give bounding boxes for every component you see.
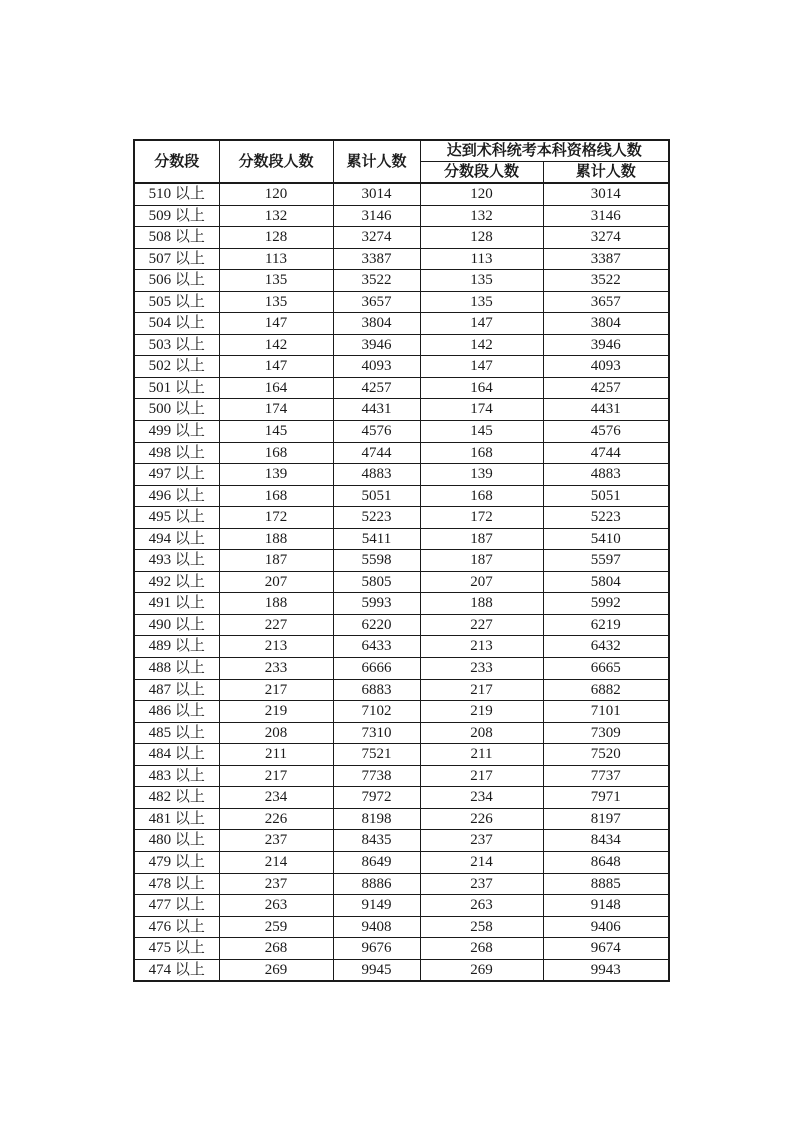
table-row — [134, 485, 669, 507]
table-row — [134, 938, 669, 960]
cell-qualified-cumulative: 8434 — [543, 830, 669, 852]
table-row — [134, 421, 669, 443]
cell-band-count: 226 — [219, 808, 333, 830]
cell-qualified-cumulative: 9148 — [543, 895, 669, 917]
table-row — [134, 248, 669, 270]
cell-qualified-band-count: 211 — [420, 744, 543, 766]
cell-score-band: 482 以上 — [134, 787, 219, 809]
table-row — [134, 593, 669, 615]
cell-qualified-cumulative: 5597 — [543, 550, 669, 572]
table-row — [134, 377, 669, 399]
cell-score-band: 484 以上 — [134, 744, 219, 766]
cell-cumulative: 5411 — [333, 528, 420, 550]
table-row — [134, 183, 669, 205]
cell-band-count: 208 — [219, 722, 333, 744]
cell-qualified-cumulative: 7737 — [543, 765, 669, 787]
cell-qualified-cumulative: 3387 — [543, 248, 669, 270]
cell-band-count: 233 — [219, 658, 333, 680]
cell-cumulative: 6220 — [333, 614, 420, 636]
cell-band-count: 234 — [219, 787, 333, 809]
cell-score-band: 494 以上 — [134, 528, 219, 550]
table-row — [134, 313, 669, 335]
cell-qualified-cumulative: 6219 — [543, 614, 669, 636]
table-row — [134, 873, 669, 895]
cell-cumulative: 8649 — [333, 851, 420, 873]
header-qualified-group: 达到术科统考本科资格线人数 — [420, 140, 669, 162]
cell-score-band: 500 以上 — [134, 399, 219, 421]
cell-cumulative: 8886 — [333, 873, 420, 895]
cell-qualified-cumulative: 3657 — [543, 291, 669, 313]
cell-cumulative: 4431 — [333, 399, 420, 421]
cell-qualified-band-count: 142 — [420, 334, 543, 356]
table-row — [134, 227, 669, 249]
table-row — [134, 959, 669, 981]
cell-band-count: 219 — [219, 701, 333, 723]
table-row — [134, 550, 669, 572]
score-table-body — [134, 183, 669, 981]
cell-cumulative: 5805 — [333, 571, 420, 593]
cell-qualified-band-count: 227 — [420, 614, 543, 636]
header-row-1 — [134, 140, 669, 162]
cell-qualified-cumulative: 5992 — [543, 593, 669, 615]
cell-score-band: 490 以上 — [134, 614, 219, 636]
cell-band-count: 263 — [219, 895, 333, 917]
table-row — [134, 895, 669, 917]
cell-qualified-cumulative: 7520 — [543, 744, 669, 766]
header-cumulative: 累计人数 — [333, 140, 420, 183]
cell-qualified-cumulative: 4257 — [543, 377, 669, 399]
header-score-band: 分数段 — [134, 140, 219, 183]
table-row — [134, 571, 669, 593]
cell-qualified-cumulative: 5804 — [543, 571, 669, 593]
cell-qualified-cumulative: 3804 — [543, 313, 669, 335]
cell-qualified-band-count: 135 — [420, 270, 543, 292]
cell-qualified-cumulative: 9943 — [543, 959, 669, 981]
cell-qualified-band-count: 207 — [420, 571, 543, 593]
cell-qualified-band-count: 187 — [420, 528, 543, 550]
cell-qualified-cumulative: 9406 — [543, 916, 669, 938]
cell-qualified-cumulative: 3946 — [543, 334, 669, 356]
header-qualified-band-count: 分数段人数 — [420, 162, 543, 184]
table-row — [134, 356, 669, 378]
cell-cumulative: 9676 — [333, 938, 420, 960]
cell-cumulative: 5223 — [333, 507, 420, 529]
cell-qualified-band-count: 164 — [420, 377, 543, 399]
cell-qualified-band-count: 135 — [420, 291, 543, 313]
cell-qualified-band-count: 128 — [420, 227, 543, 249]
cell-band-count: 217 — [219, 679, 333, 701]
cell-cumulative: 7102 — [333, 701, 420, 723]
cell-cumulative: 7972 — [333, 787, 420, 809]
cell-band-count: 237 — [219, 873, 333, 895]
table-row — [134, 464, 669, 486]
cell-qualified-band-count: 208 — [420, 722, 543, 744]
cell-band-count: 135 — [219, 270, 333, 292]
cell-qualified-cumulative: 5051 — [543, 485, 669, 507]
cell-cumulative: 5993 — [333, 593, 420, 615]
cell-band-count: 227 — [219, 614, 333, 636]
cell-qualified-band-count: 219 — [420, 701, 543, 723]
cell-cumulative: 3657 — [333, 291, 420, 313]
cell-qualified-cumulative: 8197 — [543, 808, 669, 830]
cell-cumulative: 3946 — [333, 334, 420, 356]
cell-score-band: 483 以上 — [134, 765, 219, 787]
cell-band-count: 164 — [219, 377, 333, 399]
cell-score-band: 487 以上 — [134, 679, 219, 701]
cell-band-count: 113 — [219, 248, 333, 270]
cell-cumulative: 3014 — [333, 183, 420, 205]
table-row — [134, 808, 669, 830]
cell-cumulative: 3522 — [333, 270, 420, 292]
cell-cumulative: 9149 — [333, 895, 420, 917]
cell-qualified-cumulative: 9674 — [543, 938, 669, 960]
cell-cumulative: 3274 — [333, 227, 420, 249]
table-row — [134, 701, 669, 723]
cell-cumulative: 3146 — [333, 205, 420, 227]
table-row — [134, 658, 669, 680]
cell-score-band: 508 以上 — [134, 227, 219, 249]
cell-score-band: 478 以上 — [134, 873, 219, 895]
cell-qualified-cumulative: 4093 — [543, 356, 669, 378]
cell-qualified-cumulative: 5410 — [543, 528, 669, 550]
cell-score-band: 502 以上 — [134, 356, 219, 378]
cell-score-band: 481 以上 — [134, 808, 219, 830]
cell-band-count: 214 — [219, 851, 333, 873]
table-row — [134, 528, 669, 550]
cell-qualified-band-count: 233 — [420, 658, 543, 680]
cell-band-count: 237 — [219, 830, 333, 852]
cell-score-band: 498 以上 — [134, 442, 219, 464]
cell-qualified-cumulative: 4744 — [543, 442, 669, 464]
cell-qualified-cumulative: 7101 — [543, 701, 669, 723]
header-band-count: 分数段人数 — [219, 140, 333, 183]
cell-cumulative: 4576 — [333, 421, 420, 443]
table-row — [134, 334, 669, 356]
cell-score-band: 510 以上 — [134, 183, 219, 205]
cell-cumulative: 4883 — [333, 464, 420, 486]
cell-cumulative: 3387 — [333, 248, 420, 270]
cell-score-band: 497 以上 — [134, 464, 219, 486]
cell-qualified-band-count: 172 — [420, 507, 543, 529]
table-row — [134, 744, 669, 766]
cell-band-count: 268 — [219, 938, 333, 960]
cell-cumulative: 6433 — [333, 636, 420, 658]
cell-score-band: 477 以上 — [134, 895, 219, 917]
cell-score-band: 480 以上 — [134, 830, 219, 852]
cell-qualified-cumulative: 7309 — [543, 722, 669, 744]
cell-cumulative: 7521 — [333, 744, 420, 766]
cell-score-band: 479 以上 — [134, 851, 219, 873]
cell-qualified-band-count: 113 — [420, 248, 543, 270]
cell-band-count: 174 — [219, 399, 333, 421]
cell-qualified-cumulative: 3522 — [543, 270, 669, 292]
cell-score-band: 489 以上 — [134, 636, 219, 658]
cell-cumulative: 6666 — [333, 658, 420, 680]
cell-qualified-cumulative: 4576 — [543, 421, 669, 443]
cell-qualified-band-count: 147 — [420, 356, 543, 378]
table-row — [134, 399, 669, 421]
table-row — [134, 916, 669, 938]
table-header — [134, 140, 669, 183]
cell-band-count: 142 — [219, 334, 333, 356]
cell-qualified-band-count: 258 — [420, 916, 543, 938]
cell-qualified-cumulative: 7971 — [543, 787, 669, 809]
cell-score-band: 509 以上 — [134, 205, 219, 227]
table-row — [134, 830, 669, 852]
cell-band-count: 120 — [219, 183, 333, 205]
cell-qualified-band-count: 168 — [420, 442, 543, 464]
cell-score-band: 505 以上 — [134, 291, 219, 313]
cell-score-band: 486 以上 — [134, 701, 219, 723]
table-row — [134, 851, 669, 873]
cell-band-count: 147 — [219, 313, 333, 335]
cell-score-band: 474 以上 — [134, 959, 219, 981]
cell-qualified-band-count: 226 — [420, 808, 543, 830]
cell-cumulative: 8198 — [333, 808, 420, 830]
cell-score-band: 504 以上 — [134, 313, 219, 335]
cell-qualified-cumulative: 4883 — [543, 464, 669, 486]
cell-cumulative: 4093 — [333, 356, 420, 378]
cell-qualified-band-count: 268 — [420, 938, 543, 960]
table-row — [134, 636, 669, 658]
cell-score-band: 485 以上 — [134, 722, 219, 744]
cell-qualified-cumulative: 8885 — [543, 873, 669, 895]
cell-band-count: 217 — [219, 765, 333, 787]
cell-score-band: 507 以上 — [134, 248, 219, 270]
cell-band-count: 172 — [219, 507, 333, 529]
cell-qualified-band-count: 188 — [420, 593, 543, 615]
cell-qualified-band-count: 237 — [420, 873, 543, 895]
cell-qualified-band-count: 168 — [420, 485, 543, 507]
cell-score-band: 496 以上 — [134, 485, 219, 507]
table-row — [134, 507, 669, 529]
cell-score-band: 503 以上 — [134, 334, 219, 356]
table-row — [134, 270, 669, 292]
table-row — [134, 291, 669, 313]
cell-cumulative: 8435 — [333, 830, 420, 852]
cell-score-band: 476 以上 — [134, 916, 219, 938]
table-row — [134, 442, 669, 464]
table-row — [134, 722, 669, 744]
cell-qualified-band-count: 120 — [420, 183, 543, 205]
cell-qualified-cumulative: 8648 — [543, 851, 669, 873]
cell-qualified-band-count: 174 — [420, 399, 543, 421]
cell-band-count: 168 — [219, 442, 333, 464]
cell-cumulative: 3804 — [333, 313, 420, 335]
cell-score-band: 493 以上 — [134, 550, 219, 572]
cell-band-count: 187 — [219, 550, 333, 572]
cell-qualified-band-count: 213 — [420, 636, 543, 658]
cell-score-band: 475 以上 — [134, 938, 219, 960]
cell-qualified-band-count: 139 — [420, 464, 543, 486]
cell-band-count: 259 — [219, 916, 333, 938]
cell-cumulative: 5051 — [333, 485, 420, 507]
cell-band-count: 188 — [219, 593, 333, 615]
table-row — [134, 614, 669, 636]
cell-band-count: 269 — [219, 959, 333, 981]
cell-qualified-cumulative: 6665 — [543, 658, 669, 680]
cell-band-count: 188 — [219, 528, 333, 550]
cell-band-count: 145 — [219, 421, 333, 443]
cell-qualified-band-count: 147 — [420, 313, 543, 335]
cell-cumulative: 5598 — [333, 550, 420, 572]
cell-qualified-band-count: 217 — [420, 765, 543, 787]
cell-cumulative: 9945 — [333, 959, 420, 981]
cell-cumulative: 4257 — [333, 377, 420, 399]
cell-qualified-band-count: 145 — [420, 421, 543, 443]
score-distribution-table — [133, 139, 670, 982]
table-row — [134, 205, 669, 227]
cell-cumulative: 7738 — [333, 765, 420, 787]
header-qualified-cumulative: 累计人数 — [543, 162, 669, 184]
cell-cumulative: 7310 — [333, 722, 420, 744]
cell-score-band: 492 以上 — [134, 571, 219, 593]
cell-band-count: 168 — [219, 485, 333, 507]
cell-score-band: 501 以上 — [134, 377, 219, 399]
cell-qualified-band-count: 187 — [420, 550, 543, 572]
cell-band-count: 207 — [219, 571, 333, 593]
cell-score-band: 495 以上 — [134, 507, 219, 529]
cell-qualified-cumulative: 6882 — [543, 679, 669, 701]
cell-score-band: 488 以上 — [134, 658, 219, 680]
cell-qualified-cumulative: 4431 — [543, 399, 669, 421]
cell-qualified-band-count: 263 — [420, 895, 543, 917]
cell-qualified-cumulative: 3014 — [543, 183, 669, 205]
cell-qualified-cumulative: 3274 — [543, 227, 669, 249]
cell-qualified-cumulative: 5223 — [543, 507, 669, 529]
cell-score-band: 491 以上 — [134, 593, 219, 615]
cell-qualified-band-count: 269 — [420, 959, 543, 981]
cell-qualified-band-count: 214 — [420, 851, 543, 873]
cell-score-band: 499 以上 — [134, 421, 219, 443]
cell-cumulative: 4744 — [333, 442, 420, 464]
cell-band-count: 132 — [219, 205, 333, 227]
cell-qualified-band-count: 234 — [420, 787, 543, 809]
cell-score-band: 506 以上 — [134, 270, 219, 292]
cell-band-count: 147 — [219, 356, 333, 378]
cell-band-count: 139 — [219, 464, 333, 486]
cell-qualified-cumulative: 6432 — [543, 636, 669, 658]
cell-band-count: 128 — [219, 227, 333, 249]
table-row — [134, 765, 669, 787]
cell-band-count: 135 — [219, 291, 333, 313]
cell-qualified-band-count: 217 — [420, 679, 543, 701]
table-row — [134, 787, 669, 809]
cell-band-count: 211 — [219, 744, 333, 766]
table-row — [134, 679, 669, 701]
cell-band-count: 213 — [219, 636, 333, 658]
cell-cumulative: 9408 — [333, 916, 420, 938]
cell-qualified-band-count: 237 — [420, 830, 543, 852]
cell-qualified-band-count: 132 — [420, 205, 543, 227]
cell-cumulative: 6883 — [333, 679, 420, 701]
cell-qualified-cumulative: 3146 — [543, 205, 669, 227]
